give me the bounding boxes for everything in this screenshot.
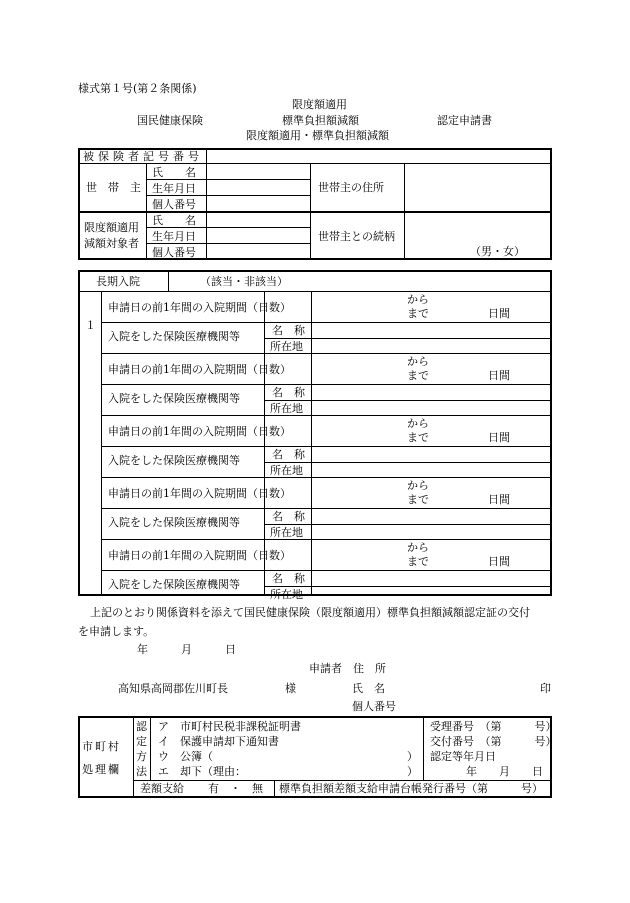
period-days[interactable]: 日間	[488, 431, 510, 444]
institution-label: 入院をした保険医療機関等	[108, 454, 240, 467]
period-to[interactable]: まで	[407, 307, 429, 320]
name-location-divider	[265, 400, 551, 401]
period-label: 申請日の前1年間の入院期間（日数）	[108, 425, 291, 438]
method-char-1: 認	[136, 720, 147, 733]
period-days[interactable]: 日間	[488, 307, 510, 320]
period-label: 申請日の前1年間の入院期間（日数）	[108, 363, 291, 376]
household-head-label: 世 帯 主	[86, 181, 141, 194]
method-c-close-paren: ）	[407, 750, 418, 763]
row-number: １	[85, 319, 96, 332]
statement-line-2: を申請します。	[78, 625, 155, 638]
insured-number-value[interactable]	[207, 149, 550, 163]
statement-line-1: 上記のとおり関係資料を添えて国民健康保険（限度額適用）標準負担額減額認定証の交付	[90, 606, 530, 619]
method-char-3: 方	[136, 750, 147, 763]
institution-name-label: 名 称	[272, 386, 305, 399]
title-top: 限度額適用	[292, 98, 347, 111]
application-date[interactable]: 年 月 日	[137, 643, 236, 656]
target-dob-label: 生年月日	[152, 230, 196, 243]
form-number: 様式第１号(第２条関係)	[78, 82, 197, 95]
period-to[interactable]: まで	[407, 431, 429, 444]
method-d[interactable]: エ 却下（理由：	[158, 765, 246, 778]
method-d-close-paren: ）	[407, 765, 418, 778]
period-from[interactable]: から	[407, 541, 429, 554]
method-char-2: 定	[136, 735, 147, 748]
issue-number: 交付番号 （第 号）	[430, 735, 557, 748]
institution-label: 入院をした保険医療機関等	[108, 578, 240, 591]
name-location-divider	[265, 338, 551, 339]
institution-name-label: 名 称	[272, 448, 305, 461]
institution-label: 入院をした保険医療機関等	[108, 330, 240, 343]
period-days[interactable]: 日間	[488, 493, 510, 506]
period-divider	[102, 446, 551, 447]
method-c[interactable]: ウ 公簿（	[158, 750, 213, 763]
receipt-number: 受理番号 （第 号）	[430, 720, 557, 733]
long-term-label: 長期入院	[96, 275, 140, 288]
period-to[interactable]: まで	[407, 493, 429, 506]
institution-name-label: 名 称	[272, 324, 305, 337]
office-label-2: 処理欄	[82, 763, 121, 776]
name-location-divider	[265, 524, 551, 525]
period-days[interactable]: 日間	[488, 555, 510, 568]
institution-label: 入院をした保険医療機関等	[108, 516, 240, 529]
period-separator	[102, 477, 551, 478]
long-term-status[interactable]: （該当・非該当）	[200, 275, 288, 288]
period-from[interactable]: から	[407, 479, 429, 492]
period-days[interactable]: 日間	[488, 369, 510, 382]
institution-name-label: 名 称	[272, 572, 305, 585]
applicant-name-label: 氏 名	[352, 682, 385, 695]
sex-choice[interactable]: （男・女）	[470, 245, 525, 258]
method-b[interactable]: イ 保護申請却下通知書	[158, 735, 279, 748]
institution-location-label: 所在地	[270, 464, 303, 477]
honorific: 様	[285, 682, 296, 695]
period-from[interactable]: から	[407, 417, 429, 430]
period-label: 申請日の前1年間の入院期間（日数）	[108, 549, 291, 562]
applicant-address-label: 申請者 住 所	[309, 662, 386, 675]
head-personal-number-label: 個人番号	[152, 198, 196, 211]
period-divider	[102, 384, 551, 385]
name-location-divider	[265, 586, 551, 587]
head-dob-label: 生年月日	[152, 182, 196, 195]
institution-label: 入院をした保険医療機関等	[108, 392, 240, 405]
period-to[interactable]: まで	[407, 555, 429, 568]
period-to[interactable]: まで	[407, 369, 429, 382]
period-label: 申請日の前1年間の入院期間（日数）	[108, 301, 291, 314]
period-divider	[102, 508, 551, 509]
title-right: 認定申請書	[437, 114, 492, 127]
institution-name-label: 名 称	[272, 510, 305, 523]
title-middle: 標準負担額減額	[282, 114, 359, 127]
period-separator	[102, 539, 551, 540]
title-left: 国民健康保険	[137, 114, 203, 127]
target-name-label: 氏 名	[152, 214, 196, 227]
cert-date-label: 認定等年月日	[430, 750, 496, 763]
institution-location-label: 所在地	[270, 588, 303, 601]
insured-number-label: 被保険者記号番号	[83, 150, 203, 163]
office-label-1: 市町村	[82, 740, 121, 753]
diff-payment-label: 差額支給	[140, 782, 184, 795]
institution-location-label: 所在地	[270, 526, 303, 539]
title-bottom: 限度額適用・標準負担額減額	[246, 129, 389, 142]
relation-label: 世帯主との続柄	[318, 230, 395, 243]
method-char-4: 法	[136, 765, 147, 778]
period-separator	[102, 353, 551, 354]
ledger-number: 標準負担額差額支給申請台帳発行番号（第 号）	[279, 782, 543, 795]
target-personal-number-label: 個人番号	[152, 246, 196, 259]
target-label-1: 限度額適用	[84, 221, 139, 234]
cert-date-value: 年 月 日	[466, 765, 543, 778]
diff-payment-choice[interactable]: 有 ・ 無	[208, 782, 263, 795]
seal-mark: 印	[540, 682, 551, 695]
head-name-label: 氏 名	[152, 166, 196, 179]
address-label: 世帯主の住所	[318, 181, 384, 194]
method-a[interactable]: ア 市町村民税非課税証明書	[158, 720, 301, 733]
name-location-divider	[265, 462, 551, 463]
applicant-personal-number-label: 個人番号	[352, 700, 396, 713]
period-divider	[102, 570, 551, 571]
institution-location-label: 所在地	[270, 340, 303, 353]
period-from[interactable]: から	[407, 293, 429, 306]
recipient: 高知県高岡郡佐川町長	[118, 682, 228, 695]
period-label: 申請日の前1年間の入院期間（日数）	[108, 487, 291, 500]
period-separator	[102, 415, 551, 416]
period-divider	[102, 322, 551, 323]
institution-location-label: 所在地	[270, 402, 303, 415]
period-from[interactable]: から	[407, 355, 429, 368]
target-label-2: 減額対象者	[84, 237, 139, 250]
